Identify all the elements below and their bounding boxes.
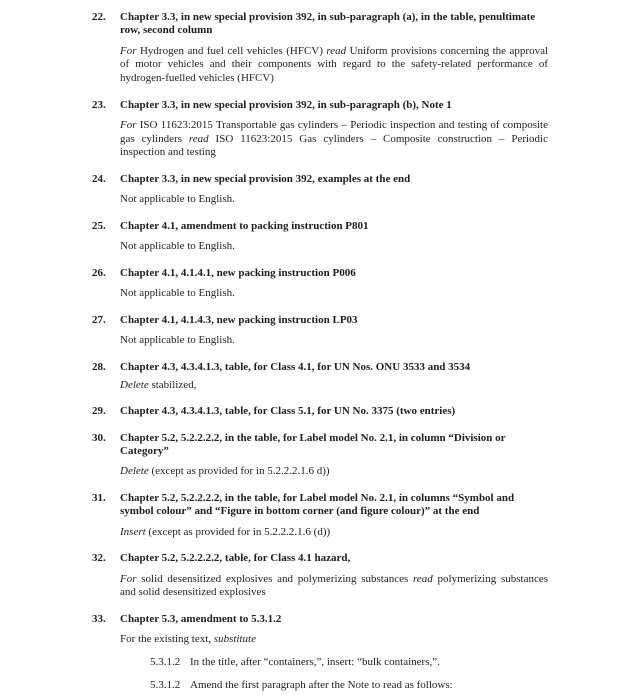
item-paragraph: [120, 287, 548, 301]
item-heading: Chapter 5.2, 5.2.2.2.2, in the table, for Label model No. 2.1, in columns “Symbol and symbol colour” and “Figure in bottom corner (and figure colour)” at the end: [120, 491, 515, 518]
item-content: [120, 405, 548, 418]
item-heading: Chapter 4.1, amendment to packing instruction P801: [120, 220, 369, 232]
item-number: 27.: [92, 314, 106, 327]
text-run: (except as provided for in 5.2.2.2.1.6 d)): [151, 465, 330, 478]
text-run: ISO 11623:2015 Transportable gas cylinders – Periodic inspection and testing of composite gas cylinders: [120, 119, 548, 145]
item-number: 29.: [92, 405, 106, 418]
item-paragraph: [120, 465, 548, 479]
item-heading: Chapter 4.3, 4.3.4.1.3, table, for Class 5.1, for UN No. 3375 (two entries): [120, 405, 456, 418]
item-number: 30.: [92, 431, 106, 444]
text-run: Delete: [120, 465, 152, 478]
item-number: 26.: [92, 267, 106, 280]
text-run: substitute: [213, 633, 256, 646]
item-content: [120, 173, 548, 207]
item-heading: Chapter 5.2, 5.2.2.2.2, table, for Class 4.1 hazard,: [120, 552, 351, 565]
item-paragraph: [120, 379, 548, 393]
amendment-item: [92, 613, 548, 692]
item-paragraph: [120, 633, 548, 647]
item-content: [120, 99, 548, 160]
text-run: stabilized,: [151, 378, 197, 391]
sub-paragraph-text: In the title, after “containers,”, insert: “bulk containers,”.: [190, 656, 440, 669]
text-run: ISO 11623:2015 Gas cylinders – Composite construction – Periodic inspection and testing: [120, 132, 548, 159]
text-run: For the existing text,: [120, 633, 214, 646]
text-run: Delete: [120, 378, 152, 391]
item-heading: Chapter 3.3, in new special provision 392, in sub-paragraph (b), Note 1: [120, 98, 452, 111]
text-run: Not applicable to English.: [120, 334, 235, 347]
amendment-item: [92, 11, 548, 86]
amendment-item: [92, 173, 548, 207]
item-content: [120, 314, 548, 348]
amendment-item: [92, 267, 548, 301]
item-content: [120, 492, 548, 539]
item-heading: Chapter 5.3, amendment to 5.3.1.2: [120, 613, 282, 626]
item-paragraph: [120, 45, 548, 86]
item-content: [120, 220, 548, 254]
item-content: [120, 613, 548, 692]
amendment-item: [92, 314, 548, 348]
item-content: [120, 11, 548, 86]
amendment-item: [92, 361, 548, 392]
item-paragraph: [120, 193, 548, 207]
item-heading: Chapter 5.2, 5.2.2.2.2, in the table, for Label model No. 2.1, in column “Division or Category”: [120, 431, 506, 457]
text-run: For: [120, 44, 140, 57]
item-paragraph: [120, 240, 548, 254]
text-run: Not applicable to English.: [120, 240, 235, 253]
text-run: solid desensitized explosives and polymerizing substances: [141, 572, 414, 585]
sub-paragraph: [150, 679, 548, 693]
amendment-item: [92, 220, 548, 254]
text-run: For: [120, 572, 142, 585]
item-paragraph: [120, 334, 548, 348]
amendment-item: [92, 492, 548, 539]
text-run: Insert: [120, 525, 149, 538]
item-number: 25.: [92, 220, 106, 232]
text-run: read: [413, 572, 438, 585]
sub-paragraph: [150, 656, 548, 670]
item-number: 24.: [92, 172, 106, 185]
item-heading: Chapter 4.1, 4.1.4.1, new packing instruction P006: [120, 267, 356, 280]
text-run: Not applicable to English.: [120, 193, 235, 206]
sub-paragraph-number: 5.3.1.2: [150, 678, 181, 691]
item-number: 32.: [92, 552, 106, 565]
item-paragraph: [120, 573, 548, 600]
amendment-item: [92, 405, 548, 418]
text-run: Uniform provisions concerning the approval of motor vehicles and their components with regard to the safety-related performance of hydrogen-fuelled vehicles (HFCV): [120, 44, 549, 85]
item-heading: Chapter 4.1, 4.1.4.3, new packing instruction LP03: [120, 314, 358, 327]
sub-paragraph-number: 5.3.1.2: [150, 656, 181, 669]
text-run: For: [120, 119, 140, 132]
item-content: [120, 552, 548, 600]
text-run: read: [326, 44, 350, 57]
item-number: 28.: [92, 361, 106, 374]
item-heading: Chapter 3.3, in new special provision 392, in sub-paragraph (a), in the table, penultimate row, second column: [120, 11, 536, 37]
sub-paragraph-text: Amend the first paragraph after the Note to read as follows:: [190, 678, 453, 691]
text-run: (except as provided for in 5.2.2.2.1.6 (d)): [148, 525, 331, 538]
amendment-item: [92, 432, 548, 479]
item-content: [120, 361, 548, 392]
item-content: [120, 432, 548, 479]
text-run: Hydrogen and fuel cell vehicles (HFCV): [139, 44, 327, 57]
amendment-list: [92, 11, 548, 692]
amendment-item: [92, 552, 548, 600]
item-heading: Chapter 3.3, in new special provision 392, examples at the end: [120, 172, 411, 185]
item-content: [120, 267, 548, 301]
text-run: polymerizing substances and solid desensitized explosives: [120, 572, 549, 599]
item-number: 22.: [92, 11, 106, 23]
text-run: Not applicable to English.: [120, 287, 235, 300]
item-heading: Chapter 4.3, 4.3.4.1.3, table, for Class 4.1, for UN Nos. ONU 3533 and 3534: [120, 361, 471, 374]
item-number: 23.: [92, 98, 106, 111]
item-number: 31.: [92, 491, 106, 504]
item-paragraph: [120, 119, 548, 160]
item-number: 33.: [92, 613, 106, 626]
item-paragraph: [120, 526, 548, 540]
text-run: read: [188, 132, 216, 145]
amendment-item: [92, 99, 548, 160]
